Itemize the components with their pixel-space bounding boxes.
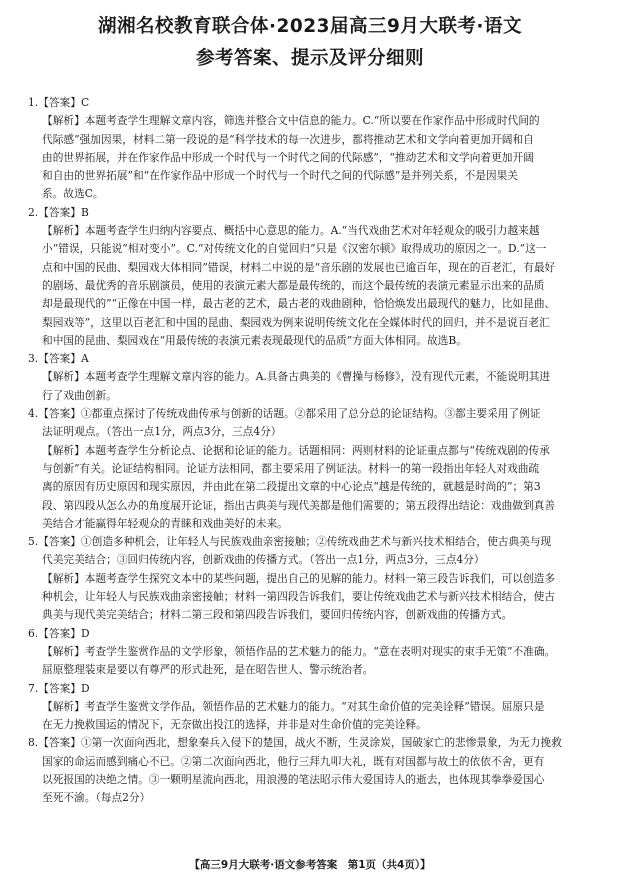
document-title: 湖湘名校教育联合体·2023届高三9月大联考·语文 (98, 16, 522, 37)
text-line: 屈原整理装束是要以有尊严的形式赴死，是在昭告世人、警示统治者。 (42, 663, 374, 677)
text-line: 【解析】本题考查学生分析论点、论据和论证的能力。话题相同：两则材料的论证重点都与“传统戏剧的传承 (42, 443, 550, 457)
text-line: 3.【答案】A (28, 352, 89, 366)
text-line: 4.【答案】①都重点探讨了传统戏曲传承与创新的话题。②都采用了总分总的论证结构。③都主要采用了例证 (28, 407, 541, 421)
text-line: 代际感”强加因果，材料二第一段说的是“科学技术的每一次进步，都将推动艺术和文学向着更加开阔和自 (42, 132, 534, 146)
page-footer: 【高三9月大联考·语文参考答案 第1页（共4页）】 (189, 859, 431, 871)
text-line: 【解析】考查学生鉴赏作品的文学形象，领悟作品的艺术魅力的能力。“意在表明对现实的束手无策”不准确。 (42, 644, 556, 658)
text-line: 6.【答案】D (28, 626, 90, 640)
text-line: 种机会，让年轻人与民族戏曲亲密接触；材料一第四段告诉我们，要让传统戏曲艺术与新兴技术相结合，使古 (42, 590, 556, 604)
text-line: 7.【答案】D (28, 681, 90, 695)
text-line: 法证明观点。（答出一点1分，两点3分，三点4分） (42, 425, 282, 439)
text-line: 【解析】本题考查学生归纳内容要点、概括中心意思的能力。A.“当代戏曲艺术对年轻观众的吸引力越来越 (42, 224, 540, 238)
text-line: 2.【答案】B (28, 205, 89, 219)
text-line: 5.【答案】①创造多种机会，让年轻人与民族戏曲亲密接触；②传统戏曲艺术与新兴技术相结合，使古典美与现 (28, 535, 552, 549)
text-line: 系。故选C。 (42, 187, 104, 201)
text-line: 小”错误，只能说“相对变小”。C.“对传统文化的自觉回归”只是《汉密尔顿》取得成功的原因之一。D.“这一 (42, 242, 547, 256)
text-line: 在无力挽救国运的情况下，无奈做出投江的选择，并非是对生命价值的完美诠释。 (42, 718, 427, 732)
text-line: 梨园戏等”，这里以百老汇和中国的昆曲、梨园戏为例来说明传统文化在全媒体时代的回归，并不是说百老汇 (42, 315, 550, 329)
text-line: 【解析】本题考查学生探究文本中的某些问题，提出自己的见解的能力。材料一第三段告诉我们，可以创造多 (42, 571, 556, 585)
text-line: 【解析】考查学生鉴赏文学作品，领悟作品的艺术魅力的能力。“对其生命价值的完美诠释”错误。屈原只是 (42, 699, 545, 713)
text-line: 以死报国的决绝之情。③一颗明星流向西北，用浪漫的笔法昭示伟大爱国诗人的逝去，也体现其拳拳爱国心 (42, 772, 545, 786)
answer-body (28, 94, 608, 808)
text-line: 国家的命运而感到痛心不已。②第二次面向西北，他行三拜九叩大礼，既有对国都与故土的依依不舍，更有 (42, 754, 545, 768)
text-line: 行了戏曲创新。 (42, 388, 117, 402)
text-line: 【解析】本题考查学生理解文章内容的能力。A.具备古典美的《曹操与杨修》，没有现代元素，不能说明其进 (42, 370, 551, 384)
text-line: 典美与现代美完美结合；材料二第三段和第四段告诉我们，要回归传统内容，创新戏曲的传播方式。 (42, 608, 513, 622)
text-line: 却是最现代的”“正像在中国一样，最古老的艺术，最古老的戏曲剧种，恰恰焕发出最现代的魅力，比如昆曲、 (42, 297, 556, 311)
text-line: 和自由的世界拓展”和“在作家作品中形成一个时代与一个时代之间的代际感”是并列关系，不是因果关 (42, 169, 518, 183)
text-line: 【解析】本题考查学生理解文章内容，筛选并整合文中信息的能力。C.“所以要在作家作品中形成时代间的 (42, 114, 540, 128)
text-line: 和中国的昆曲、梨园戏在“用最传统的表演元素表现最现代的品质”方面大体相同。故选B。 (42, 333, 467, 347)
text-line: 1.【答案】C (28, 96, 90, 109)
document-subtitle: 参考答案、提示及评分细则 (195, 48, 424, 69)
text-line: 8.【答案】①第一次面向西北，想象秦兵入侵下的楚国，战火不断，生灵涂炭，国破家亡的悲惨景象，为无力挽救 (28, 736, 562, 750)
text-line: 美结合才能赢得年轻观众的青睐和戏曲美好的未来。 (42, 516, 288, 530)
text-line: 与创新”有关。论证结构相同。论证方法相同，都主要采用了例证法。材料一的第一段指出年轻人对戏曲疏 (42, 461, 540, 475)
text-line: 的剧场、最优秀的音乐剧演员，使用的表演元素大都是最传统的，而这个最传统的表演元素显示出来的品质 (42, 278, 545, 292)
text-line: 由的世界拓展，并在作家作品中形成一个时代与一个时代之间的代际感”，“推动艺术和文学向着更加开阔 (42, 150, 534, 164)
text-line: 代美完美结合；③回归传统内容，创新戏曲的传播方式。（答出一点1分，两点3分，三点4分） (42, 553, 485, 567)
text-line: 离的原因有历史原因和现实原因，并由此在第二段提出文章的中心论点“越是传统的，就越是时尚的”；第3 (42, 480, 541, 494)
text-line: 段、第四段从怎么办的角度展开论证，指出古典美与现代美都是他们需要的；第五段得出结论：戏曲做到真善 (42, 498, 556, 512)
text-line: 至死不渝。（每点2分） (42, 791, 151, 805)
text-line: 点和中国的民曲、梨园戏大体相同”错误，材料二中说的是“音乐剧的发展也已逾百年，现在的百老汇，有最好 (42, 260, 556, 274)
